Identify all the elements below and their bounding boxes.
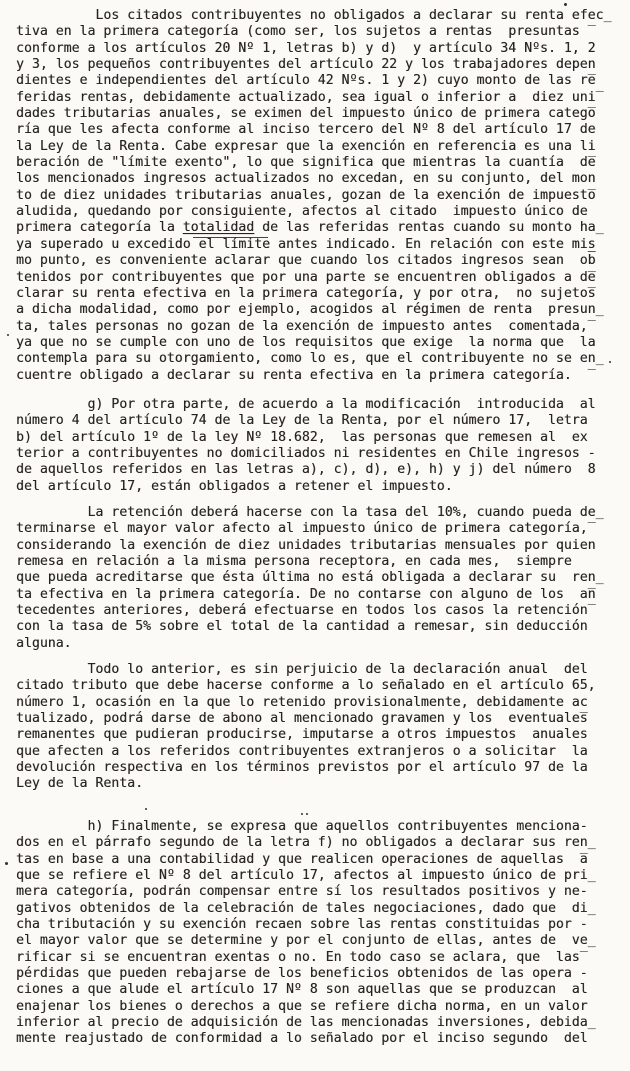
text-line: g) Por otra parte, de acuerdo a la modificación introducida al <box>16 396 596 412</box>
overlined-text: el límite <box>198 236 271 252</box>
scan-artifact-dot <box>306 813 308 815</box>
text-line: del artículo 17, están obligados a retener el impuesto. <box>16 478 453 494</box>
text-line: dientes e independientes del artículo 42 Nºs. 1 y 2) cuyo monto de las re̅ <box>16 73 596 89</box>
scan-artifact-dot <box>609 361 611 363</box>
text-line: cha tributación y su exención recaen sobre las rentas constituidas por - <box>16 916 588 932</box>
text-line: y 3, los pequeños contribuyentes del artículo 22 y los trabajadores depen <box>16 57 596 73</box>
paragraph <box>16 819 622 1048</box>
text-line: h) Finalmente, se expresa que aquellos contribuyentes menciona- <box>16 818 588 834</box>
text-line: contempla para su otorgamiento, como lo es, que el contribuyente no se en̲ <box>16 351 604 367</box>
text-line: beración de "límite exento", lo que significa que mientras la cuantía de̅ <box>16 155 596 171</box>
text-line: devolución respectiva en los términos previstos por el artículo 97 de la <box>16 760 588 776</box>
paragraph <box>16 505 622 652</box>
text-line: tecedentes anteriores, deberá efectuarse en todos los casos la retención‾ <box>16 603 596 619</box>
text-line: conforme a los artículos 20 Nº 1, letras b) y d) y artículo 34 Nºs. 1, 2 <box>16 40 596 56</box>
text-line: la Ley de la Renta. Cabe expresar que la exención en referencia es una li <box>16 138 596 154</box>
underlined-text: totalidad <box>182 220 255 236</box>
text-line: primera categoría la totalidad de las referidas rentas cuando su monto ha̲ <box>16 220 604 236</box>
text-line: clarar su renta efectiva en la primera categoría, y por otra, no sujetos̅ <box>16 285 596 301</box>
paragraph <box>16 397 622 495</box>
text-line: cuentre obligado a declarar su renta efectiva en la primera categoría. ‾ <box>16 367 596 383</box>
text-line: mera categoría, podrán compensar entre sí los resultados positivos y ne- <box>16 884 588 900</box>
text-line: dades tributarias anuales, se eximen del impuesto único de primera catego̅ <box>16 106 596 122</box>
text-line: aludida, quedando por consiguiente, afectos al citado impuesto único de <box>16 204 588 220</box>
text-line: con la tasa de 5% sobre el total de la cantidad a remesar, sin deducción <box>16 619 588 635</box>
paragraph <box>16 8 622 384</box>
scan-artifact-dot <box>301 813 303 815</box>
text-line: pérdidas que pueden rebajarse de los beneficios obtenidos de las opera - <box>16 965 588 981</box>
text-line: tas en base a una contabilidad y que realicen operaciones de aquellas a̅ <box>16 851 588 867</box>
text-line: que se refiere el Nº 8 del artículo 17, afectos al impuesto único de pri̲ <box>16 867 596 883</box>
text-line: a dicha modalidad, como por ejemplo, acogidos al régimen de renta presun̲ <box>16 302 604 318</box>
text-line: La retención deberá hacerse con la tasa del 10%, cuando pueda de̲ <box>16 504 604 520</box>
text-line: que afecten a los referidos contribuyentes extranjeros o a solicitar la <box>16 743 588 759</box>
text-line: que pueda acreditarse que ésta última no está obligada a declarar su ren̲ <box>16 570 604 586</box>
text-line: ya superado u excedido el límite antes indicado. En relación con este mis <box>16 236 596 252</box>
text-line: ya que no se cumple con uno de los requisitos que exige la norma que la <box>16 334 596 350</box>
text-line: remanentes que pudieran producirse, imputarse a otros impuestos anuales <box>16 727 588 743</box>
text-line: mo punto, es conveniente aclarar que cuando los citados ingresos sean ob̅ <box>16 253 596 269</box>
text-line: citado tributo que debe hacerse conforme a lo señalado en el artículo 65, <box>16 678 596 694</box>
text-line: b) del artículo 1º de la ley Nº 18.682, las personas que remesen al ex <box>16 429 588 445</box>
text-line: Los citados contribuyentes no obligados a declarar su renta efec̲ <box>16 8 612 23</box>
text-line: enajenar los bienes o derechos a que se refiere dicha norma, en un valor <box>16 998 588 1014</box>
text-line: número 1, ocasión en la que lo retenido provisionalmente, debidamente ac <box>16 694 588 710</box>
paragraph <box>16 662 622 793</box>
scan-artifact-dot <box>7 334 9 336</box>
text-line: Todo lo anterior, es sin perjuicio de la declaración anual del <box>16 662 588 678</box>
text-line: mente reajustado de conformidad a lo señalado por el inciso segundo del <box>16 1031 588 1047</box>
text-line: ría que les afecta conforme al inciso tercero del Nº 8 del artículo 17 de <box>16 122 596 138</box>
text-line: dos en el párrafo segundo de la letra f) no obligados a declarar sus ren̲ <box>16 835 596 851</box>
text-line: los mencionados ingresos actualizados no excedan, en su conjunto, del mon <box>16 171 596 187</box>
text-line: Ley de la Renta. <box>16 776 144 792</box>
text-line: ta, tales personas no gozan de la exención de impuesto antes comentada,‾ <box>16 318 596 334</box>
text-line: ta efectiva en la primera categoría. De no contarse con alguno de los an̅ <box>16 586 596 602</box>
scan-artifact-dot <box>564 3 567 6</box>
text-line: terior a contribuyentes no domiciliados ni residentes en Chile ingresos - <box>16 445 596 461</box>
text-line: tenidos por contribuyentes que por una parte se encuentren obligados a de̅ <box>16 269 596 285</box>
text-line: tiva en la primera categoría (como ser, los sujetos a rentas presuntas ‾ <box>16 24 596 40</box>
text-line: to de diez unidades tributarias anuales, gozan de la exención de impuesto̅ <box>16 187 596 203</box>
text-line: gativos obtenidos de la celebración de tales negociaciones, dado que di̲ <box>16 900 596 916</box>
text-line: feridas rentas, debidamente actualizado, sea igual o inferior a diez uni̅ <box>16 89 596 105</box>
text-line: rificar si se encuentran exentas o no. En todo caso se aclara, que las‾ <box>16 949 588 965</box>
text-line: número 4 del artículo 74 de la Ley de la Renta, por el número 17, letra <box>16 413 588 429</box>
document-body <box>16 8 622 1048</box>
text-line: terminarse el mayor valor afecto al impuesto único de primera categoría,‾ <box>16 521 596 537</box>
text-line: considerando la exención de diez unidades tributarias mensuales por quien <box>16 537 596 553</box>
scan-artifact-dot <box>145 808 147 810</box>
text-line: el mayor valor que se determine y por el conjunto de ellas, antes de ve̲ <box>16 933 596 949</box>
text-line: alguna. <box>16 635 72 651</box>
text-line: de aquellos referidos en las letras a), c), d), e), h) y j) del número 8 <box>16 462 596 478</box>
scan-artifact-dot <box>5 862 8 865</box>
text-line: inferior al precio de adquisición de las mencionadas inversiones, debida̲ <box>16 1014 596 1030</box>
text-line: ciones a que alude el artículo 17 Nº 8 son aquellas que se produzcan al <box>16 982 588 998</box>
text-line: remesa en relación a la misma persona receptora, en cada mes, siempre <box>16 554 572 569</box>
text-line: tualizado, podrá darse de abono al mencionado gravamen y los eventuales̅ <box>16 711 588 727</box>
